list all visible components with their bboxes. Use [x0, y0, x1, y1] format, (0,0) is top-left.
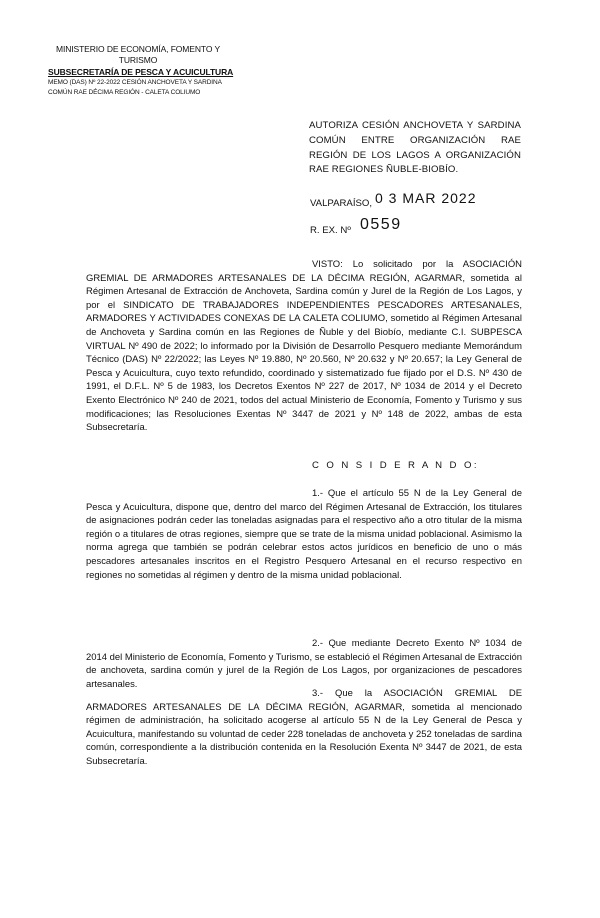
- visto-paragraph: VISTO: Lo solicitado por la ASOCIACIÓN GREMIAL DE ARMADORES ARTESANALES DE LA DÉCIMA REGIÓN, AGARMAR, sometida al Régimen Artesanal de Extracción de Anchoveta, Sardina común y Jurel de la Región de Los Lagos, y por el SINDICATO DE TRABAJADORES INDEPENDIENTES PESCADORES ARTESANALES, ARMADORES Y ACTIVIDADES CONEXAS DE LA CALETA COLIUMO, sometido al Régimen Artesanal de Anchoveta y Sardina común en las Regiones de Ñuble y del Biobío, mediante C.I. SUBPESCA VIRTUAL Nº 490 de 2022; lo informado por la División de Desarrollo Pesquero mediante Memorándum Técnico (DAS) Nº 22/2022; las Leyes Nº 19.880, Nº 20.560, Nº 20.632 y Nº 20.657; la Ley General de Pesca y Acuicultura, cuyo texto refundido, coordinado y sistematizado fue fijado por el D.S. Nº 430 de 1991, el D.F.L. Nº 5 de 1983, los Decretos Exentos Nº 227 de 2017, Nº 1034 de 2014 y el Decreto Exento Electrónico Nº 240 de 2021, todos del actual Ministerio de Economía, Fomento y Turismo y sus modificaciones; las Resoluciones Exentas Nº 3447 de 2021 y Nº 148 de 2022, ambas de esta Subsecretaría.: [86, 259, 522, 434]
- considerando-paragraph-2: 2.- Que mediante Decreto Exento Nº 1034 de 2014 del Ministerio de Economía, Fomento y Turismo, se estableció el Régimen Artesanal de Extracción de anchoveta, sardina común y jurel de la Región de Los Lagos, por organizaciones de pescadores artesanales.: [86, 638, 522, 690]
- place-date: [310, 190, 540, 214]
- considerando-heading: C O N S I D E R A N D O:: [312, 460, 479, 471]
- date-stamp: 0 3 MAR 2022: [375, 190, 477, 206]
- rex-number-stamp: 0559: [360, 216, 402, 233]
- ministry-name: [48, 44, 228, 66]
- considerando-paragraph-1: 1.- Que el artículo 55 N de la Ley General de Pesca y Acuicultura, dispone que, dentro del marco del Régimen Artesanal de Extracción, los titulares de asignaciones podrán ceder las toneladas asignadas para el respectivo año a otro titular de la misma región o a titulares de otras regiones, siempre que se trate de la misma unidad poblacional. Asimismo la norma agrega que también se podrán celebrar estos actos jurídicos en beneficio de uno o más pescadores artesanales inscritos en el Registro Pesquero Artesanal en el recurso respectivo en regiones no sometidas al régimen y dentro de la misma unidad poblacional.: [86, 488, 522, 581]
- ministry-line-1: MINISTERIO DE ECONOMÍA, FOMENTO Y: [55, 44, 221, 54]
- subsecretaria-name: SUBSECRETARÍA DE PESCA Y ACUICULTURA: [48, 67, 234, 77]
- place-label: VALPARAÍSO,: [310, 198, 373, 209]
- memo-reference: MEMO (DAS) Nº 22-2022 CESIÓN ANCHOVETA Y SARDINA: [48, 79, 222, 86]
- memo-reference-2: COMÚN RAE DÉCIMA REGIÓN - CALETA COLIUMO: [48, 89, 201, 96]
- resolution-number: [310, 216, 540, 242]
- rex-label: R. EX. Nº: [310, 225, 351, 236]
- resolution-title: AUTORIZA CESIÓN ANCHOVETA Y SARDINA COMÚN ENTRE ORGANIZACIÓN RAE REGIÓN DE LOS LAGOS A ORGANIZACIÓN RAE REGIONES ÑUBLE-BIOBÍO.: [309, 120, 521, 176]
- ministry-line-2: TURISMO: [118, 55, 158, 65]
- letterhead: [48, 44, 248, 98]
- considerando-paragraph-3: 3.- Que la ASOCIACIÓN GREMIAL DE ARMADORES ARTESANALES DE LA DÉCIMA REGIÓN, AGARMAR, sometida al mencionado régimen de administración, ha solicitado acogerse al artículo 55 N de la Ley General de Pesca y Acuicultura, manifestando su voluntad de ceder 228 toneladas de anchoveta y 252 toneladas de sardina común, correspondiente a la distribución contenida en la Resolución Exenta Nº 3447 de 2021, de esta Subsecretaría.: [86, 688, 523, 767]
